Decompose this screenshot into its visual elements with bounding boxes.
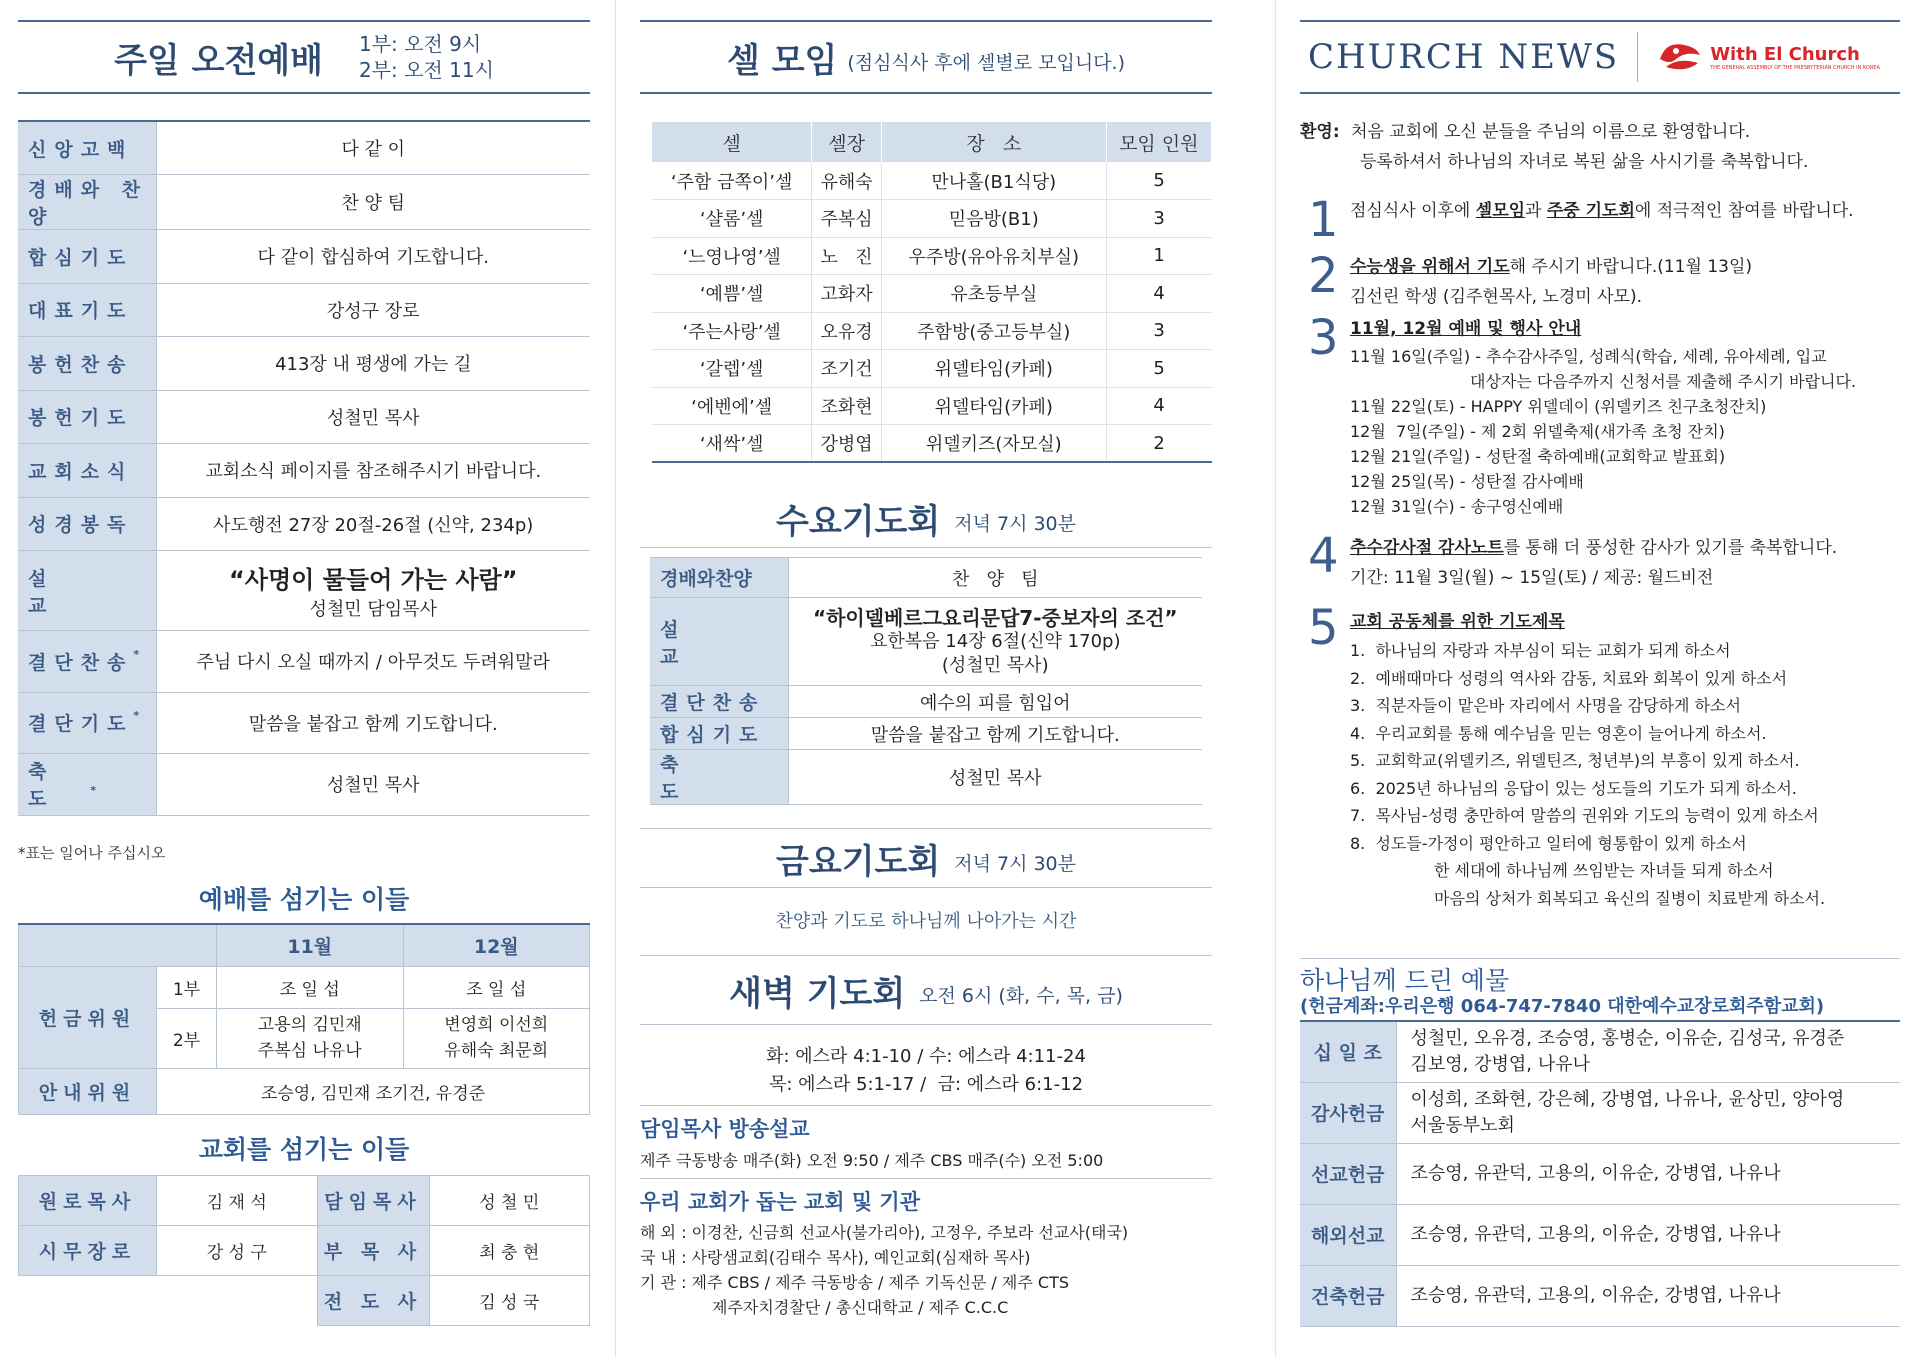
fri-title: 금요기도회 [776,841,941,882]
sunday-row-value: 성철민 목사 [156,390,590,444]
cell-col-2: 위델키즈(자모실) [881,425,1106,463]
cell-col-3: 4 [1106,275,1211,313]
role-emeritus: 원로목사 [19,1176,157,1226]
dawn-header [640,955,1212,1025]
support-institutions: 기 관 : 제주 CBS / 제주 극동방송 / 제주 기독신문 / 제주 CTS [640,1273,1070,1292]
sunday-row-label: 결단찬송* [18,631,156,693]
sunday-row-label: 봉헌기도 [18,390,156,444]
sunday-row-value: 찬 양 팀 [156,175,590,230]
item1-mid: 과 [1525,201,1547,221]
role-elder: 시무장로 [19,1226,157,1276]
cell-header-3: 모임 인원 [1106,122,1211,162]
support-institutions-2: 제주자치경찰단 / 총신대학교 / 제주 C.C.C [712,1298,1009,1317]
cell-col-2: 우주방(유아유치부실) [881,237,1106,275]
dawn-line-2: 목: 에스라 5:1-17 / 금: 에스라 6:1-12 [768,1074,1084,1095]
cell-col-0: ‘갈렙’셀 [652,350,812,388]
church-logo [1656,37,1880,77]
church-servers-title: 교회를 섬기는 이들 [198,1135,410,1164]
sunday-row [18,631,590,693]
cell-col-1: 오유경 [812,312,882,350]
p2-dec-2: 유해숙 최문희 [444,1041,549,1061]
sunday-row-label: 봉헌찬송 [18,337,156,391]
standing-mark: * [90,784,97,798]
offering-row [1300,1204,1900,1265]
item2-post: 해 주시기 바랍니다.(11월 13일) [1509,257,1753,277]
cell-col-0: ‘느영나영’셀 [652,237,812,275]
sunday-row-value: 교회소식 페이지를 참조해주시기 바랍니다. [156,444,590,498]
sunday-row-label: 경배와 찬양 [18,175,156,230]
sunday-sermon-preacher: 성철민 담임목사 [309,599,437,620]
dawn-line-1: 화: 에스라 4:1-10 / 수: 에스라 4:11-24 [766,1046,1086,1067]
offering-names-1: 조승영, 유관덕, 고용의, 이유순, 강병엽, 나유나 [1410,1162,1781,1184]
role-senior: 담임목사 [317,1176,429,1226]
sunday-row-value: 사도행전 27장 20절-26절 (신약, 234p) [156,497,590,551]
item1-pre: 점심식사 이후에 [1350,201,1476,221]
offering-label: 선교헌금 [1300,1143,1396,1204]
prayer-line: 1. 하나님의 자랑과 자부심이 되는 교회가 되게 하소서 [1350,641,1731,660]
table-row [652,237,1212,275]
wed-row [650,686,1202,718]
offering-row [1300,1082,1900,1143]
sunday-row [18,230,590,284]
news-number-2: 2 [1308,248,1339,304]
wed-row-value: 성철민 목사 [788,750,1202,805]
cell-col-3: 3 [1106,312,1211,350]
offering-label: 감사헌금 [1300,1082,1396,1143]
news-column [1300,0,1900,1357]
event-line: 12월 31일(수) - 송구영신예배 [1350,497,1564,516]
sunday-row-value: 강성구 장로 [156,283,590,337]
offering-names-2: 김보영, 강병엽, 나유나 [1410,1053,1590,1075]
event-line: 11월 22일(토) - HAPPY 위델데이 (위델키즈 친구초청잔치) [1350,397,1767,416]
sunday-row-label: 대표기도 [18,283,156,337]
wed-worship-label: 경배와찬양 [650,558,788,598]
event-line: 대상자는 다음주까지 신청서를 제출해 주시기 바랍니다. [1470,372,1857,391]
offering-committee-label: 헌금위원 [19,966,157,1068]
cell-col-3: 1 [1106,237,1211,275]
event-line: 12월 25일(목) - 성탄절 감사예배 [1350,472,1584,491]
welcome-line-1: 처음 교회에 오신 분들을 주님의 이름으로 환영합니다. [1351,122,1751,142]
servers-title: 예배를 섬기는 이들 [198,885,410,914]
sunday-row-value: 말씀을 붙잡고 함께 기도합니다. [156,692,590,754]
standing-mark: * [133,709,140,723]
item5-lines [1350,637,1900,912]
cell-col-2: 위델타임(카페) [881,350,1106,388]
offering-names-1: 이성희, 조화현, 강은혜, 강병엽, 나유나, 윤상민, 양아영 [1410,1088,1845,1110]
cell-col-2: 위델타임(카페) [881,387,1106,425]
wed-header [640,490,1212,548]
cell-header [640,20,1212,94]
sunday-order-table [18,120,590,816]
sunday-row [18,175,590,230]
fri-desc: 찬양과 기도로 하나님께 나아가는 시간 [775,911,1077,932]
cell-col-3: 5 [1106,350,1211,388]
prayer-line: 마음의 상처가 회복되고 육신의 질병이 치료받게 하소서. [1434,888,1826,908]
sunday-row [18,497,590,551]
sunday-row [18,283,590,337]
prayer-line: 한 세대에 하나님께 쓰임받는 자녀들 되게 하소서 [1434,861,1774,880]
wed-row [650,718,1202,750]
cell-col-0: ‘에벤에’셀 [652,387,812,425]
event-line: 12월 7일(주일) - 제 2회 위델축제(새가족 초청 잔치) [1350,422,1725,441]
cell-header-0: 셀 [652,122,812,162]
cell-sub: (점심식사 후에 셀별로 모입니다.) [847,51,1125,74]
sunday-row-value: 413장 내 평생에 가는 길 [156,337,590,391]
item2-underline: 수능생을 위해서 기도 [1350,257,1510,277]
offering-names-1: 성철민, 오유경, 조승영, 홍병순, 이유순, 김성국, 유경준 [1410,1027,1845,1049]
item4-underline: 추수감사절 감사노트 [1350,538,1504,558]
welcome-label: 환영: [1300,122,1340,142]
offering-title: 하나님께 드린 예물 [1300,958,1900,997]
dawn-time: 오전 6시 (화, 수, 목, 금) [919,984,1123,1007]
cell-col-1: 노 진 [812,237,882,275]
sunday-row-value: 다 같 이 [156,121,590,175]
item2-line-2: 김선린 학생 (김주현목사, 노경미 사모). [1350,287,1643,307]
name-associate: 최 충 현 [429,1226,590,1276]
cell-col-3: 3 [1106,200,1211,238]
standing-note: *표는 일어나 주십시오 [18,844,166,862]
part2-label: 2부 [157,1008,217,1068]
sunday-row [18,337,590,391]
sunday-header [18,20,590,94]
wed-row-label: 합심기도 [650,718,788,750]
item1-post: 에 적극적인 참여를 바랍니다. [1634,201,1854,221]
name-elder: 강 성 구 [157,1226,318,1276]
offering-row [1300,1143,1900,1204]
welcome-line-2: 등록하셔서 하나님의 자녀로 복된 삶을 사시기를 축복합니다. [1360,152,1809,172]
item1-cell: 셀모임 [1475,201,1526,221]
cell-title: 셀 모임 [727,40,838,81]
church-servers-table [18,1175,590,1326]
sunday-row [18,692,590,754]
cell-header-2: 장 소 [881,122,1106,162]
support-domestic: 국 내 : 사랑샘교회(김태수 목사), 예인교회(심재하 목사) [640,1248,1031,1267]
cell-col-1: 강병엽 [812,425,882,463]
sunday-row [18,754,590,816]
part1-label: 1부 [157,966,217,1008]
sunday-row-label: 축 도* [18,754,156,816]
cell-col-3: 4 [1106,387,1211,425]
cell-col-0: ‘주함 금쪽이’셀 [652,162,812,200]
item1-prayer: 주중 기도회 [1546,201,1635,221]
standing-mark: * [133,647,140,661]
offering-names-1: 조승영, 유관덕, 고용의, 이유순, 강병엽, 나유나 [1410,1284,1781,1306]
news-header [1300,20,1900,94]
news-number-5: 5 [1308,600,1339,656]
cell-col-1: 고화자 [812,275,882,313]
prayer-line: 7. 목사님-성령 충만하여 말씀의 권위와 기도의 능력이 있게 하소서 [1350,806,1819,825]
wed-sermon-preacher: (성철민 목사) [941,654,1049,676]
support-title: 우리 교회가 돕는 교회 및 기관 [640,1190,920,1214]
sunday-row-label: 합심기도 [18,230,156,284]
role-associate: 부 목 사 [317,1226,429,1276]
offering-row [1300,1265,1900,1326]
sunday-sermon-title: “사명이 물들어 가는 사람” [229,566,518,594]
cell-col-1: 주복심 [812,200,882,238]
name-senior: 성 철 민 [429,1176,590,1226]
usher-value: 조승영, 김민재 조기건, 유경준 [157,1068,590,1114]
table-row [652,387,1212,425]
cell-col-0: ‘샬롬’셀 [652,200,812,238]
cell-col-1: 조기건 [812,350,882,388]
cell-col-2: 만나홀(B1식당) [881,162,1106,200]
prayer-line: 3. 직분자들이 맡은바 자리에서 사명을 감당하게 하소서 [1350,696,1741,715]
wed-sermon-label: 설 교 [650,598,788,686]
meetings-column [640,0,1212,1357]
cell-col-1: 조화현 [812,387,882,425]
p1-dec: 조 일 섭 [403,966,590,1008]
usher-label: 안내위원 [19,1068,157,1114]
news-number-3: 3 [1308,310,1339,366]
sunday-time-1: 1부: 오전 9시 [358,32,482,56]
table-row [652,312,1212,350]
news-number-1: 1 [1308,192,1339,248]
event-line: 11월 16일(주일) - 추수감사주일, 성례식(학습, 세례, 유아세례, 입교 [1350,347,1827,366]
cell-header-1: 셀장 [812,122,882,162]
cell-col-1: 유해숙 [812,162,882,200]
table-row [652,162,1212,200]
prayer-line: 2. 예배때마다 성령의 역사와 감동, 치료와 회복이 있게 하소서 [1350,668,1788,688]
offering-names-1: 조승영, 유관덕, 고용의, 이유순, 강병엽, 나유나 [1410,1223,1781,1245]
sunday-row-label: 성경봉독 [18,497,156,551]
support-overseas: 해 외 : 이경찬, 신금희 선교사(불가리아), 고정우, 주보라 선교사(태국) [640,1223,1129,1242]
prayer-line: 5. 교회학교(위델키즈, 위델틴즈, 청년부)의 부흥이 있게 하소서. [1350,751,1800,770]
offering-label: 건축헌금 [1300,1265,1396,1326]
item3-title: 11월, 12월 예배 및 행사 안내 [1350,319,1582,339]
sunday-title: 주일 오전예배 [114,40,323,81]
church-logo-icon [1656,37,1704,77]
item4-line-2: 기간: 11월 3일(월) ~ 15일(토) / 제공: 월드비전 [1350,568,1714,588]
broadcast-title: 담임목사 방송설교 [640,1117,810,1141]
cell-col-2: 주함방(중고등부실) [881,312,1106,350]
name-emeritus: 김 재 석 [157,1176,318,1226]
wed-worship-value: 찬 양 팀 [788,558,1202,598]
wed-row [650,750,1202,805]
month-dec: 12월 [403,924,590,966]
item4-post: 를 통해 더 풍성한 감사가 있기를 축복합니다. [1503,538,1838,558]
offering-table [1300,1020,1900,1327]
offering-names-2: 서울동부노회 [1410,1114,1515,1136]
p1-nov: 조 일 섭 [217,966,404,1008]
cell-col-2: 믿음방(B1) [881,200,1106,238]
month-nov: 11월 [217,924,404,966]
event-line: 12월 21일(주일) - 성탄절 축하예배(교회학교 발표회) [1350,447,1726,466]
wed-title: 수요기도회 [776,502,941,542]
sunday-row [18,121,590,175]
wed-sermon-text: 요한복음 14장 6절(신약 170p) [870,630,1121,652]
wed-row-label: 축 도 [650,750,788,805]
wed-sermon-title: “하이델베르그요리문답7-중보자의 조건” [812,605,1178,630]
table-row [652,275,1212,313]
logo-sub: THE GENERAL ASSEMBLY OF THE PRESBYTERIAN CHURCH IN KOREA [1710,64,1880,71]
name-evangelist: 김 성 국 [429,1276,590,1326]
cell-col-0: ‘주는사랑’셀 [652,312,812,350]
item3-lines [1350,344,1900,519]
wed-row-value: 예수의 피를 힘입어 [788,686,1202,718]
prayer-line: 4. 우리교회를 통해 예수님을 믿는 영혼이 늘어나게 하소서. [1350,723,1767,743]
fri-header [640,828,1212,888]
p2-dec-1: 변영희 이선희 [444,1015,549,1035]
sunday-sermon-label: 설 교 [18,551,156,631]
table-row [652,425,1212,463]
wed-row-label: 결단찬송 [650,686,788,718]
wed-time: 저녁 7시 30분 [954,513,1076,535]
offering-label: 해외선교 [1300,1204,1396,1265]
offering-row [1300,1021,1900,1082]
logo-text: With El Church [1710,43,1860,65]
table-row [652,350,1212,388]
cell-col-0: ‘새싹’셀 [652,425,812,463]
prayer-line: 8. 성도들-가정이 평안하고 일터에 형통함이 있게 하소서 [1350,833,1747,853]
cell-col-3: 5 [1106,162,1211,200]
news-title: CHURCH NEWS [1308,37,1620,77]
item5-title: 교회 공동체를 위한 기도제목 [1350,612,1565,632]
dawn-title: 새벽 기도회 [729,973,906,1014]
sunday-row-label: 결단기도* [18,692,156,754]
cell-col-3: 2 [1106,425,1211,463]
wed-row-value: 말씀을 붙잡고 함께 기도합니다. [788,718,1202,750]
broadcast-text: 제주 극동방송 매주(화) 오전 9:50 / 제주 CBS 매주(수) 오전 5:00 [640,1151,1104,1170]
cell-col-2: 유초등부실 [881,275,1106,313]
sunday-column [18,0,590,1357]
sunday-row-value: 다 같이 합심하여 기도합니다. [156,230,590,284]
sunday-row-value: 성철민 목사 [156,754,590,816]
sunday-sermon-row [18,551,590,631]
p2-nov-1: 고용의 김민재 [257,1015,362,1035]
news-number-4: 4 [1308,528,1339,584]
sunday-row-value: 주님 다시 오실 때까지 / 아무것도 두려워말라 [156,631,590,693]
wed-table [650,557,1202,805]
cell-col-0: ‘예쁨’셀 [652,275,812,313]
table-row [652,200,1212,238]
sunday-row [18,444,590,498]
offering-account: (헌금계좌:우리은행 064-747-7840 대한예수교장로회주함교회) [1300,996,1825,1017]
sunday-time-2: 2부: 오전 11시 [358,58,494,82]
prayer-line: 6. 2025년 하나님의 응답이 있는 성도들의 기도가 되게 하소서. [1350,778,1797,798]
sunday-row-label: 교회소식 [18,444,156,498]
cell-table [652,122,1212,463]
role-evangelist: 전 도 사 [317,1276,429,1326]
offering-label: 십 일 조 [1300,1021,1396,1082]
sunday-row [18,390,590,444]
fri-time: 저녁 7시 30분 [954,852,1076,875]
p2-nov-2: 주복심 나유나 [257,1041,362,1061]
servers-table [18,923,590,1115]
sunday-row-label: 신앙고백 [18,121,156,175]
